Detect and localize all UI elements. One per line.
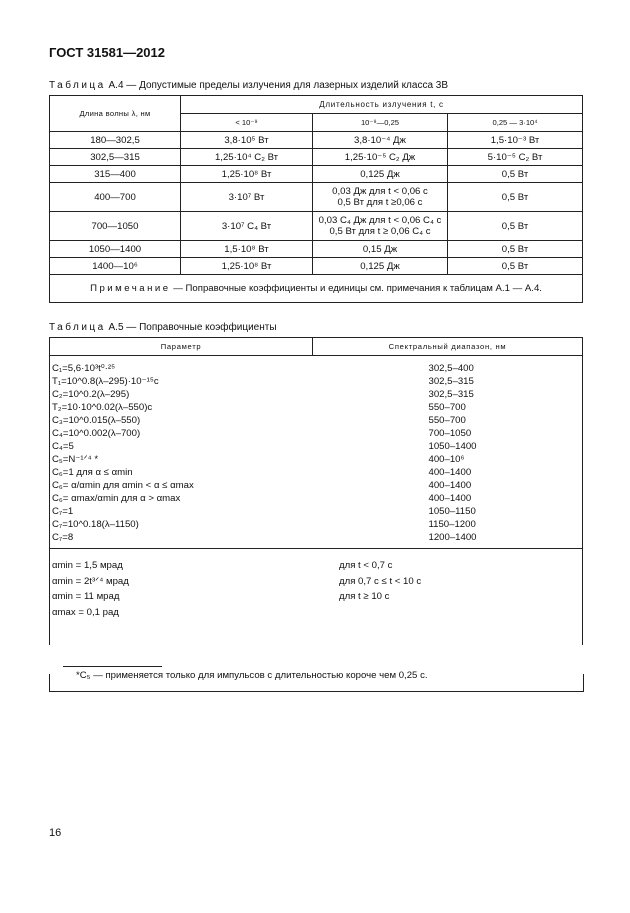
table-row: 1050—1400 1,5·10⁸ Вт 0,15 Дж 0,5 Вт xyxy=(50,241,583,258)
list-item: 302,5–315 xyxy=(428,376,474,387)
list-item: 1050–1400 xyxy=(428,441,477,452)
table-row: 180—302,5 3,8·10⁵ Вт 3,8·10⁻⁴ Дж 1,5·10⁻³ Вт xyxy=(50,132,583,149)
list-item: 302,5–400 xyxy=(428,363,474,374)
document-code: ГОСТ 31581—2012 xyxy=(49,45,165,60)
alpha-definitions: αmin = 1,5 мрад αmin = 2t³ᐟ⁴ мрад αmin = 11 мрад αmax = 0,1 рад для t < 0,7 с для 0,7 с ≤ t < 10 с для t ≥ 10 с xyxy=(50,549,583,646)
table-row: 400—700 3·10⁷ Вт 0,03 Дж для t < 0,06 с 0,5 Вт для t ≥0,06 с 0,5 Вт xyxy=(50,183,583,212)
list-item: 700–1050 xyxy=(428,428,472,439)
table-row: 315—400 1,25·10⁸ Вт 0,125 Дж 0,5 Вт xyxy=(50,166,583,183)
table-a5-caption: Таблица А.5 — Поправочные коэффициенты xyxy=(49,322,277,333)
footnote: *C₅ — применяется только для импульсов с длительностью короче чем 0,25 с. xyxy=(76,670,428,681)
list-item: 400–1400 xyxy=(428,467,472,478)
list-item: 1150–1200 xyxy=(428,519,476,530)
list-item: C₃=10^0.015(λ–550) xyxy=(52,415,141,426)
table-a4-note: Примечание — Поправочные коэффициенты и единицы см. примечания к таблицам А.1 — А.4. xyxy=(50,275,583,303)
table-a5-footnote-area xyxy=(49,670,584,692)
range-list xyxy=(313,356,583,549)
sub-col-1: < 10⁻⁹ xyxy=(181,114,313,132)
sub-col-2: 10⁻⁹—0,25 xyxy=(313,114,448,132)
list-item: 400–1400 xyxy=(428,493,472,504)
table-row: 302,5—315 1,25·10⁴ C₂ Вт 1,25·10⁻⁵ C₂ Дж 5·10⁻⁵ C₂ Вт xyxy=(50,149,583,166)
list-item: C₁=5,6·10³t⁰·²⁵ xyxy=(52,363,116,374)
list-item: C₆= α/αmin для αmin < α ≤ αmax xyxy=(52,480,194,491)
col-duration: Длительность излучения t, с xyxy=(181,96,583,114)
col-spectral-range: Спектральный диапазон, нм xyxy=(313,338,583,356)
list-item: T₂=10·10^0.02(λ–550)c xyxy=(52,402,153,413)
list-item: 302,5–315 xyxy=(428,389,474,400)
col-wavelength: Длина волны λ, нм xyxy=(50,96,181,132)
table-row: 1400—10⁶ 1,25·10⁸ Вт 0,125 Дж 0,5 Вт xyxy=(50,258,583,275)
list-item: C₇=10^0.18(λ–1150) xyxy=(52,519,139,530)
list-item: C₇=8 xyxy=(52,532,74,543)
table-a4 xyxy=(49,95,583,303)
list-item: C₂=10^0.2(λ–295) xyxy=(52,389,130,400)
list-item: 1200–1400 xyxy=(428,532,477,543)
list-item: C₆= αmax/αmin для α > αmax xyxy=(52,493,181,504)
list-item: C₅=N⁻¹ᐟ⁴ * xyxy=(52,454,99,465)
parameter-list xyxy=(50,356,313,549)
sub-col-3: 0,25 — 3·10⁴ xyxy=(448,114,583,132)
list-item: C₇=1 xyxy=(52,506,74,517)
list-item: 1050–1150 xyxy=(428,506,476,517)
list-item: 400–1400 xyxy=(428,480,472,491)
list-item: C₆=1 для α ≤ αmin xyxy=(52,467,133,478)
table-a4-caption: Таблица А.4 — Допустимые пределы излучения для лазерных изделий класса 3В xyxy=(49,80,449,91)
list-item: 400–10⁶ xyxy=(428,454,465,465)
table-a5 xyxy=(49,337,583,645)
page-number: 16 xyxy=(49,827,62,839)
list-item: C₄=10^0.002(λ–700) xyxy=(52,428,141,439)
list-item: C₄=5 xyxy=(52,441,74,452)
list-item: 550–700 xyxy=(428,402,466,413)
list-item: 550–700 xyxy=(428,415,466,426)
footnote-rule xyxy=(63,666,162,667)
list-item: T₁=10^0.8(λ–295)·10⁻¹⁵c xyxy=(52,376,159,387)
table-row: 700—1050 3·10⁷ C₄ Вт 0,03 C₄ Дж для t < 0,06 C₄ с 0,5 Вт для t ≥ 0,06 C₄ с 0,5 Вт xyxy=(50,212,583,241)
col-parameter: Параметр xyxy=(50,338,313,356)
